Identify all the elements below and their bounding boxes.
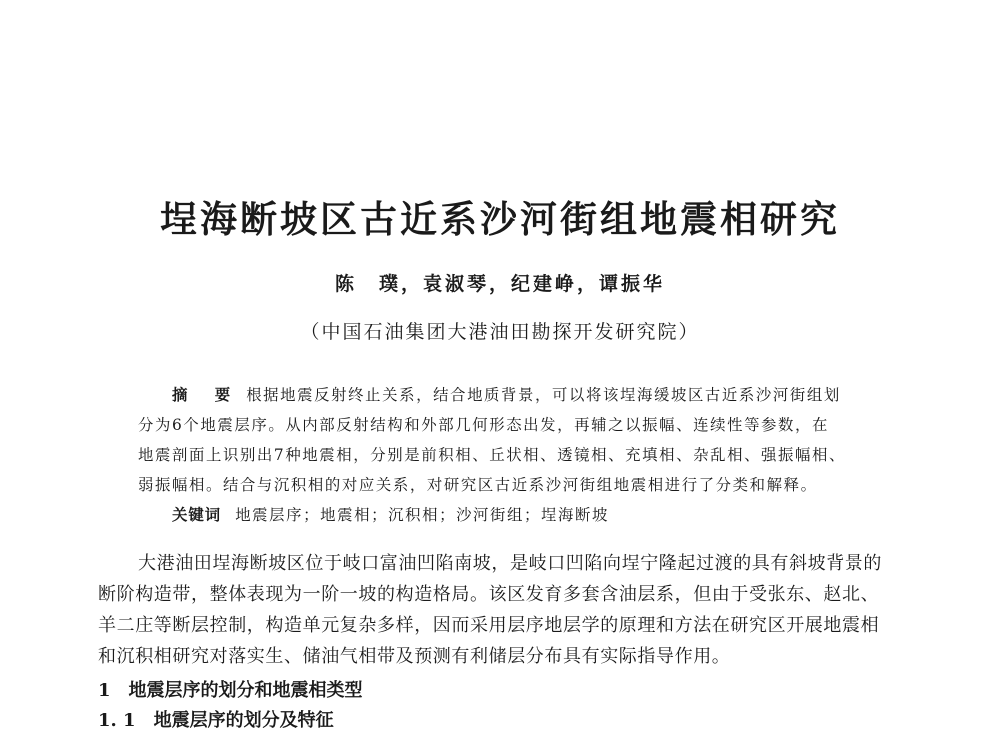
section-number: 1	[98, 680, 111, 701]
body-paragraph	[98, 548, 928, 672]
keywords-label: 关键词	[172, 506, 222, 524]
section-title: 地震层序的划分和地震相类型	[128, 680, 363, 701]
subsection-number: 1. 1	[98, 710, 136, 731]
body-line: 羊二庄等断层控制，构造单元复杂多样，因而采用层序地层学的原理和方法在研究区开展地震相	[98, 615, 880, 636]
section-heading-1	[98, 678, 363, 704]
affiliation: （中国石油集团大港油田勘探开发研究院）	[300, 321, 700, 343]
abstract-line: 分为6个地震层序。从内部反射结构和外部几何形态出发，再辅之以振幅、连续性等参数，在	[138, 416, 830, 434]
abstract-line	[138, 380, 886, 410]
abstract-text: 根据地震反射终止关系，结合地质背景，可以将该埕海缓坡区古近系沙河街组划	[246, 386, 841, 404]
abstract-line: 弱振幅相。结合与沉积相的对应关系，对研究区古近系沙河街组地震相进行了分类和解释。	[138, 476, 818, 494]
keywords-text: 地震层序；地震相；沉积相；沙河街组；埕海断坡	[235, 506, 609, 524]
body-line: 大港油田埕海断坡区位于岐口富油凹陷南坡，是岐口凹陷向埕宁隆起过渡的具有斜坡背景的	[138, 553, 882, 574]
abstract-line: 地震剖面上识别出7种地震相，分别是前积相、丘状相、透镜相、充填相、杂乱相、强振幅相、	[138, 446, 847, 464]
body-line: 和沉积相研究对落实生、储油气相带及预测有利储层分布具有实际指导作用。	[98, 646, 731, 667]
paper-title: 埕海断坡区古近系沙河街组地震相研究	[160, 198, 840, 241]
author-list: 陈 璞，袁淑琴，纪建峥，谭振华	[334, 273, 665, 295]
subsection-title: 地震层序的划分及特征	[153, 710, 334, 731]
body-line: 断阶构造带，整体表现为一阶一坡的构造格局。该区发育多套含油层系，但由于受张东、赵北、	[98, 584, 880, 605]
abstract-block	[138, 380, 886, 530]
subsection-heading-1-1	[98, 708, 334, 734]
abstract-label: 摘 要	[172, 386, 237, 404]
keywords-line	[138, 500, 886, 530]
